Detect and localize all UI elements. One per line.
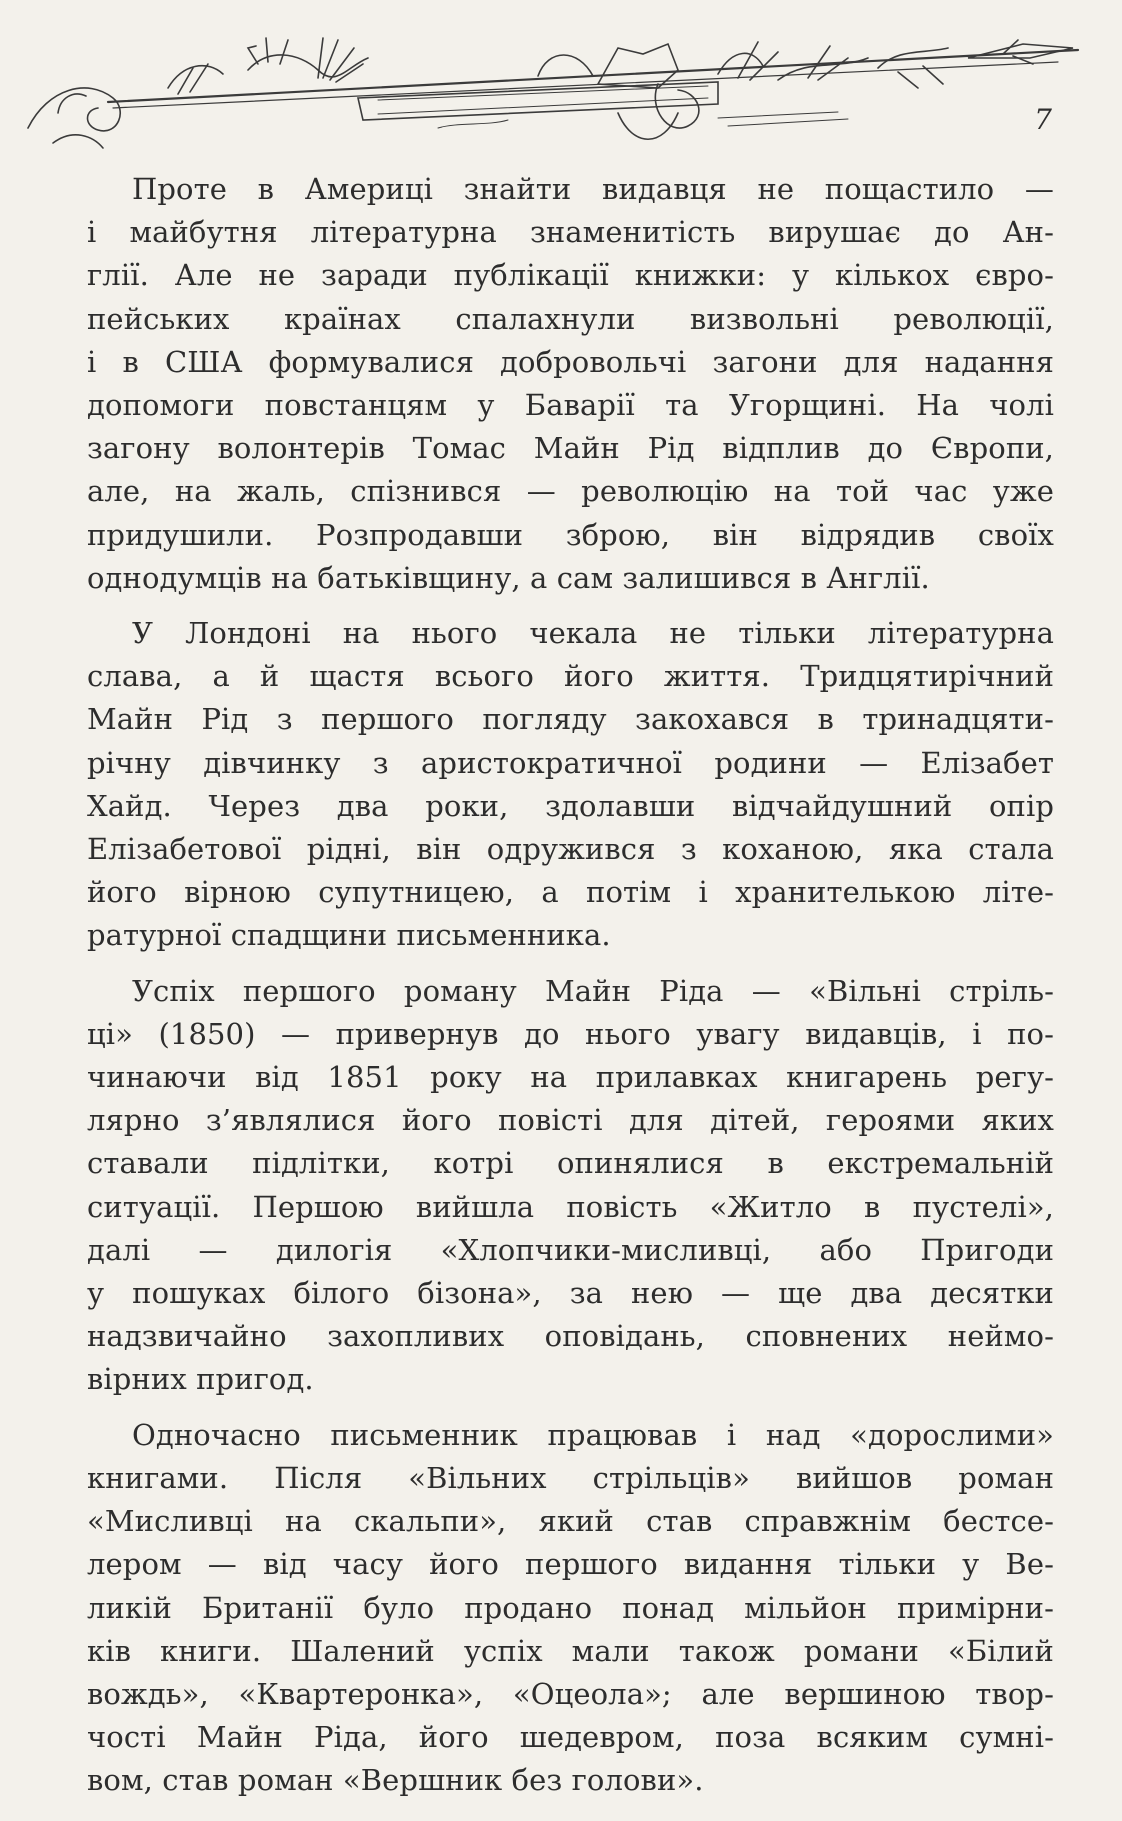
text-line: У Лондоні на нього чекала не тільки літературна (132, 616, 1054, 651)
text-line: лярно з’являлися його повісті для дітей, героями яких (87, 1103, 1054, 1138)
paragraph-1 (87, 168, 1054, 600)
text-line: але, на жаль, спізнився — революцію на той час уже (87, 474, 1054, 509)
main-text (87, 168, 1054, 1803)
text-line: глії. Але не заради публікації книжки: у кількох євро- (87, 258, 1054, 293)
text-line: і майбутня літературна знаменитість вирушає до Ан- (87, 215, 1054, 250)
text-line: Елізабетової рідні, він одружився з коханою, яка стала (87, 832, 1054, 867)
text-line: у пошуках білого бізона», за нею — ще два десятки (87, 1276, 1054, 1311)
page-number: 7 (1034, 103, 1052, 136)
text-line: лером — від часу його першого видання тільки у Ве- (87, 1547, 1054, 1582)
text-line: Хайд. Через два роки, здолавши відчайдушний опір (87, 788, 1054, 823)
paragraph-4 (87, 1414, 1054, 1803)
text-line: загону волонтерів Томас Майн Рід відплив до Європи, (87, 431, 1054, 466)
text-line: «Мисливці на скальпи», який став справжнім бестсе- (87, 1504, 1054, 1539)
text-line: чості Майн Ріда, його шедевром, поза всяким сумні- (87, 1720, 1054, 1755)
text-line: його вірною супутницею, а потім і хранителькою літе- (87, 875, 1054, 910)
text-line: допомоги повстанцям у Баварії та Угорщині. На чолі (87, 388, 1054, 423)
text-line: Проте в Америці знайти видавця не пощастило — (132, 172, 1054, 206)
text-line: придушили. Розпродавши зброю, він відрядив своїх (87, 517, 1054, 552)
text-line: вом, став роман «Вершник без голови». (87, 1763, 704, 1798)
text-line: вірних пригод. (87, 1362, 314, 1397)
text-line: річну дівчинку з аристократичної родини — Елізабет (87, 745, 1054, 780)
text-line: Одночасно письменник працював і над «дорослими» (132, 1417, 1054, 1452)
paragraph-2 (87, 612, 1054, 958)
text-line: книгами. Після «Вільних стрільців» вийшов роман (87, 1460, 1054, 1495)
text-line: вождь», «Квартеронка», «Оцеола»; але вершиною твор- (87, 1676, 1054, 1711)
text-line: Успіх першого роману Майн Ріда — «Вільні стріль- (132, 973, 1054, 1008)
text-line: ці» (1850) — привернув до нього увагу видавців, і по- (87, 1016, 1054, 1051)
text-line: пейських країнах спалахнули визвольні революції, (87, 301, 1054, 336)
text-line: ставали підлітки, котрі опинялися в екстремальній (87, 1146, 1054, 1181)
text-line: надзвичайно захопливих оповідань, сповнених неймо- (87, 1319, 1054, 1354)
text-line: ликій Британії було продано понад мільйон примірни- (87, 1590, 1054, 1625)
text-line: і в США формувалися добровольчі загони для надання (87, 344, 1054, 379)
text-line: далі — дилогія «Хлопчики-мисливці, або Пригоди (87, 1232, 1054, 1267)
decorative-header-ornament-icon (18, 18, 1098, 158)
text-line: слава, а й щастя всього його життя. Тридцятирічний (87, 659, 1054, 694)
text-line: ситуації. Першою вийшла повість «Житло в пустелі», (87, 1189, 1054, 1224)
text-line: однодумців на батьківщину, а сам залишився в Англії. (87, 560, 930, 595)
paragraph-3 (87, 970, 1054, 1402)
text-line: Майн Рід з першого погляду закохався в тринадцяти- (87, 702, 1054, 737)
text-line: ків книги. Шалений успіх мали також романи «Білий (87, 1633, 1054, 1668)
text-line: ратурної спадщини письменника. (87, 918, 611, 953)
text-line: чинаючи від 1851 року на прилавках книгарень регу- (87, 1060, 1054, 1095)
